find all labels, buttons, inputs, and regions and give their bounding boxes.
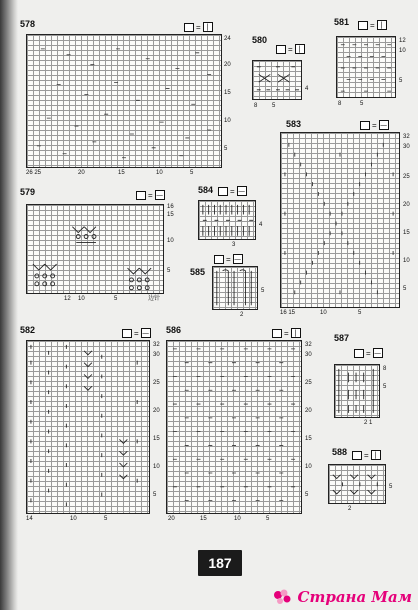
y-tick: 10 xyxy=(224,118,231,124)
dash-icon: — xyxy=(380,120,388,129)
stitch-grid xyxy=(328,464,386,504)
chart-number: 580 xyxy=(252,35,268,45)
empty-square-icon xyxy=(276,45,286,54)
x-tick: 10 xyxy=(234,516,241,522)
x-tick: 5 xyxy=(190,170,194,176)
chart-legend: = — xyxy=(214,254,243,264)
y-tick: 5 xyxy=(383,384,387,390)
x-tick: 16 15 xyxy=(280,310,296,316)
dash-icon: — xyxy=(374,348,382,357)
y-tick: 8 xyxy=(383,366,387,372)
y-tick: 5 xyxy=(261,288,265,294)
stitch-grid xyxy=(334,364,380,418)
empty-square-icon xyxy=(272,329,282,338)
x-tick: 5 xyxy=(114,296,118,302)
stitch-grid xyxy=(166,340,302,514)
chart-legend: = — xyxy=(360,120,389,130)
stitch-symbols xyxy=(337,37,395,97)
empty-square-icon xyxy=(360,121,370,130)
x-tick: 20 xyxy=(78,170,85,176)
chart-legend: = | xyxy=(184,22,213,32)
stitch-grid xyxy=(336,36,396,98)
dash-icon: — xyxy=(142,328,150,337)
chart-number: 585 xyxy=(190,267,206,277)
x-tick: 2 1 xyxy=(364,420,373,426)
y-tick: 4 xyxy=(259,222,263,228)
y-tick: 10 xyxy=(399,48,406,54)
stitch-grid xyxy=(212,266,258,310)
y-tick: 15 xyxy=(153,436,160,442)
x-tick: 5 xyxy=(360,101,364,107)
dash-icon: — xyxy=(156,190,164,199)
vertical-bar-icon: | xyxy=(291,328,301,338)
x-tick: 12 xyxy=(64,296,71,302)
page-number: 187 xyxy=(198,550,242,576)
x-tick: 10 xyxy=(78,296,85,302)
empty-square-icon xyxy=(214,255,224,264)
stitch-grid xyxy=(26,34,222,168)
chart-legend: = — xyxy=(354,348,383,358)
y-tick: 30 xyxy=(305,352,312,358)
y-tick: 20 xyxy=(403,202,410,208)
watermark xyxy=(270,588,412,606)
y-tick: 15 xyxy=(224,90,231,96)
x-tick: 边针 xyxy=(148,296,161,302)
stitch-grid xyxy=(26,340,150,514)
y-tick: 30 xyxy=(153,352,160,358)
x-tick: 8 xyxy=(254,103,258,109)
stitch-symbols xyxy=(167,341,301,512)
y-tick: 25 xyxy=(305,380,312,386)
x-tick: 20 xyxy=(168,516,175,522)
flower-logo-icon xyxy=(270,588,294,606)
empty-square-icon xyxy=(218,187,228,196)
empty-square-icon xyxy=(184,23,194,32)
stitch-grid xyxy=(198,200,256,240)
y-tick: 32 xyxy=(305,342,312,348)
y-tick: 16 xyxy=(167,204,174,210)
y-tick: 5 xyxy=(224,146,228,152)
y-tick: 10 xyxy=(403,258,410,264)
x-tick: 14 xyxy=(26,516,33,522)
x-tick: 5 xyxy=(104,516,108,522)
y-tick: 30 xyxy=(403,144,410,150)
y-tick: 5 xyxy=(167,268,171,274)
x-tick: 10 xyxy=(320,310,327,316)
x-tick: 15 xyxy=(200,516,207,522)
watermark-text: Страна Мам xyxy=(297,588,412,606)
x-tick: 5 xyxy=(358,310,362,316)
stitch-grid xyxy=(26,204,164,294)
x-tick: 3 xyxy=(232,242,236,248)
stitch-symbols xyxy=(199,201,255,240)
stitch-grid xyxy=(280,132,400,308)
chart-legend: = — xyxy=(218,186,247,196)
y-tick: 15 xyxy=(305,436,312,442)
chart-number: 578 xyxy=(20,19,36,29)
chart-legend: = | xyxy=(276,44,305,54)
stitch-symbols xyxy=(27,341,149,512)
y-tick: 10 xyxy=(153,464,160,470)
dash-icon: — xyxy=(238,186,246,195)
chart-number: 579 xyxy=(20,187,36,197)
y-tick: 12 xyxy=(399,38,406,44)
book-binding-shadow xyxy=(0,0,18,610)
empty-square-icon xyxy=(358,21,368,30)
vertical-bar-icon: | xyxy=(371,450,381,460)
stitch-symbols xyxy=(27,35,221,168)
chart-number: 584 xyxy=(198,185,214,195)
chart-number: 583 xyxy=(286,119,302,129)
chart-legend: = — xyxy=(136,190,165,200)
y-tick: 25 xyxy=(153,380,160,386)
vertical-bar-icon: | xyxy=(377,20,387,30)
x-tick: 10 xyxy=(70,516,77,522)
x-tick: 15 xyxy=(118,170,125,176)
y-tick: 20 xyxy=(224,62,231,68)
empty-square-icon xyxy=(352,451,362,460)
stitch-grid xyxy=(252,60,302,100)
y-tick: 25 xyxy=(403,174,410,180)
y-tick: 5 xyxy=(389,484,393,490)
x-tick: 5 xyxy=(272,103,276,109)
y-tick: 32 xyxy=(153,342,160,348)
chart-number: 586 xyxy=(166,325,182,335)
y-tick: 15 xyxy=(167,212,174,218)
chart-legend: = | xyxy=(272,328,301,338)
x-tick: 2 xyxy=(348,506,352,512)
y-tick: 5 xyxy=(399,78,403,84)
vertical-bar-icon: | xyxy=(295,44,305,54)
x-tick: 26 25 xyxy=(26,170,42,176)
x-tick: 10 xyxy=(156,170,163,176)
y-tick: 5 xyxy=(403,286,407,292)
stitch-symbols xyxy=(281,133,399,306)
chart-number: 587 xyxy=(334,333,350,343)
chart-number: 582 xyxy=(20,325,36,335)
x-tick: 2 xyxy=(240,312,244,318)
y-tick: 20 xyxy=(153,408,160,414)
chart-legend: = — xyxy=(122,328,151,338)
y-tick: 4 xyxy=(305,86,309,92)
empty-square-icon xyxy=(354,349,364,358)
chart-legend: = | xyxy=(352,450,381,460)
y-tick: 20 xyxy=(305,408,312,414)
stitch-symbols xyxy=(27,205,163,294)
y-tick: 24 xyxy=(224,36,231,42)
y-tick: 5 xyxy=(305,492,309,498)
stitch-symbols xyxy=(335,365,379,417)
chart-number: 588 xyxy=(332,447,348,457)
dash-icon: — xyxy=(234,254,242,263)
chart-number: 581 xyxy=(334,17,350,27)
vertical-bar-icon: | xyxy=(203,22,213,32)
y-tick: 15 xyxy=(403,230,410,236)
knitting-chart-page xyxy=(18,0,418,610)
stitch-symbols xyxy=(253,61,301,99)
stitch-symbols xyxy=(329,465,385,504)
y-tick: 32 xyxy=(403,134,410,140)
y-tick: 10 xyxy=(305,464,312,470)
empty-square-icon xyxy=(122,329,132,338)
y-tick: 10 xyxy=(167,238,174,244)
x-tick: 5 xyxy=(266,516,270,522)
empty-square-icon xyxy=(136,191,146,200)
y-tick: 5 xyxy=(153,492,157,498)
chart-legend: = | xyxy=(358,20,387,30)
stitch-symbols xyxy=(213,267,257,309)
x-tick: 8 xyxy=(338,101,342,107)
